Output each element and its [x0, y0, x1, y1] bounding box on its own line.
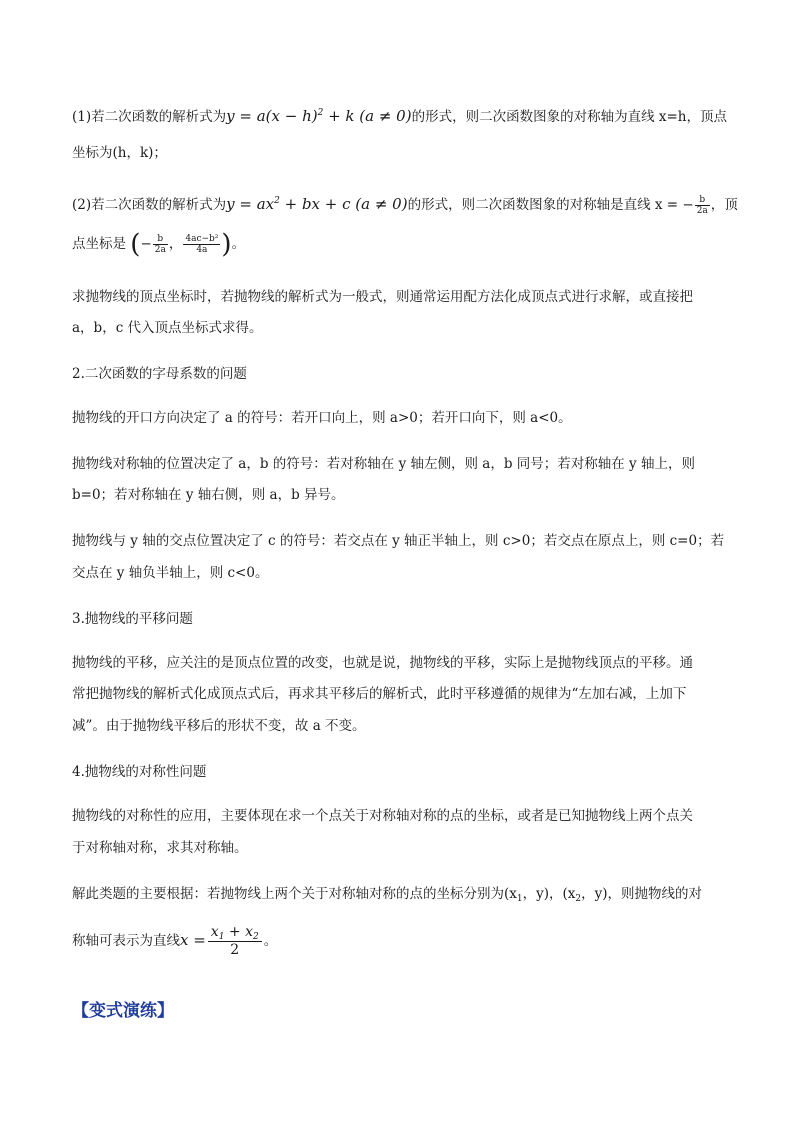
paragraph-4: 抛物线的开口方向决定了 a 的符号：若开口向上，则 a>0；若开口向下，则 a<0。: [72, 410, 572, 426]
axis-equation: x =: [180, 931, 206, 949]
variant-practice-heading: 【变式演练】: [72, 1001, 174, 1021]
paragraph-6-line-1: 抛物线与 y 轴的交点位置决定了 c 的符号：若交点在 y 轴正半轴上，则 c>0；若交点在原点上，则 c=0；若: [72, 533, 725, 549]
text: (1)若二次函数的解析式为: [72, 109, 227, 125]
paragraph-7-line-1: 抛物线的平移，应关注的是顶点位置的改变，也就是说，抛物线的平移，实际上是抛物线顶点的平移。通: [72, 655, 693, 671]
paragraph-2-line-2: 点坐标是 (− $\frac{b}{2a}$ ， $\frac{\text{4ac−b²}}{4a}$ )。: [72, 229, 246, 260]
paragraph-7-line-3: 减”。由于抛物线平移后的形状不变，故 a 不变。: [72, 718, 366, 734]
paragraph-3-line-1: 求抛物线的顶点坐标时，若抛物线的解析式为一般式，则通常运用配方法化成顶点式进行求解，或直接把: [72, 289, 693, 305]
paragraph-5-line-1: 抛物线对称轴的位置决定了 a，b 的符号：若对称轴在 y 轴左侧，则 a，b 同号；若对称轴在 y 轴上，则: [72, 456, 695, 472]
midpoint-fraction: $\frac{x_1 + x_2}{2}$: [208, 924, 262, 959]
text: (2)若二次函数的解析式为: [72, 197, 227, 213]
paragraph-2-line-1: (2)若二次函数的解析式为$y = ax^2$ + bx + c (a ≠ 0)的形式，则二次函数图象的对称轴是直线 x = − $\frac{b}{2a}$ ，顶: [72, 195, 738, 216]
vertex-form-formula: $y = a(x - h)^2 + k$ (a ≠ 0): [226, 107, 412, 125]
vertex-x-fraction: $\frac{b}{2a}$: [154, 234, 166, 255]
paragraph-8-line-2: 于对称轴对称，求其对称轴。: [72, 840, 248, 856]
paragraph-1-line-1: [72, 106, 732, 127]
paragraph-9-line-2: 称轴可表示为直线x = $\frac{x_1 + x_2}{2}$ 。: [72, 924, 278, 958]
paragraph-6-line-2: 交点在 y 轴负半轴上，则 c<0。: [72, 565, 269, 581]
paragraph-5-line-2: b=0；若对称轴在 y 轴右侧，则 a，b 异号。: [72, 487, 345, 503]
paragraph-1-line-2: 坐标为(h，k)；: [72, 145, 167, 161]
axis-fraction: $\frac{b}{2a}$: [696, 195, 708, 216]
paragraph-8-line-1: 抛物线的对称性的应用，主要体现在求一个点关于对称轴对称的点的坐标，或者是已知抛物线上两个点关: [72, 808, 693, 824]
general-form-formula: $y = ax^2$ + bx + c (a ≠ 0): [226, 195, 408, 213]
axis-formula: x = −: [650, 197, 694, 213]
vertex-y-fraction: $\frac{\text{4ac−b²}}{4a}$: [185, 234, 219, 255]
paragraph-7-line-2: 常把抛物线的解析式化成顶点式后，再求其平移后的解析式，此时平移遵循的规律为“左加右减，上加下: [72, 686, 687, 702]
paragraph-3-line-2: a，b，c 代入顶点坐标式求得。: [72, 320, 263, 336]
text: 的形式，则二次函数图象的对称轴为直线 x=h，顶点: [411, 109, 727, 125]
section-heading-3: 3.抛物线的平移问题: [72, 611, 193, 627]
section-heading-4: 4.抛物线的对称性问题: [72, 764, 207, 780]
paragraph-9-line-1: 解此类题的主要根据：若抛物线上两个关于对称轴对称的点的坐标分别为($x_1$，y)，($x_2$，y)，则抛物线的对: [72, 886, 703, 904]
section-heading-2: 2.二次函数的字母系数的问题: [72, 366, 247, 382]
text: 的形式，则二次函数图象的对称轴是直线: [407, 197, 651, 213]
